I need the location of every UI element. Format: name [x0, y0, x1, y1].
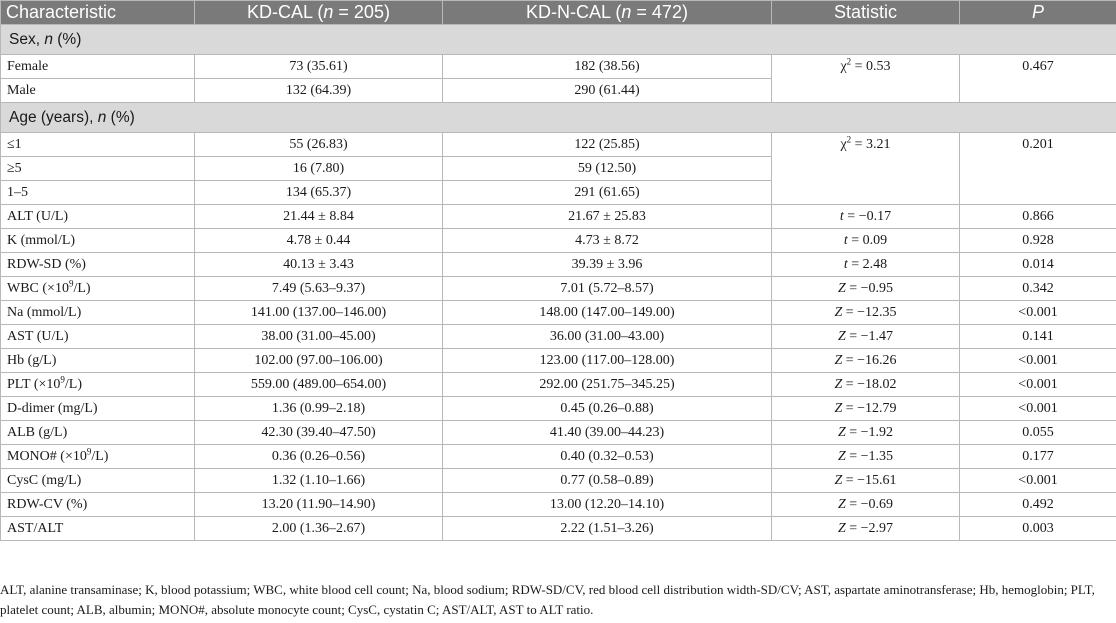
row-label: 1–5: [1, 181, 195, 205]
group1-value: 141.00 (137.00–146.00): [195, 301, 443, 325]
group1-value: 40.13 ± 3.43: [195, 253, 443, 277]
group2-value: 292.00 (251.75–345.25): [443, 373, 772, 397]
group2-value: 123.00 (117.00–128.00): [443, 349, 772, 373]
group2-value: 7.01 (5.72–8.57): [443, 277, 772, 301]
header-p-value: P: [960, 1, 1116, 25]
group2-value: 4.73 ± 8.72: [443, 229, 772, 253]
p-value: 0.014: [960, 253, 1116, 277]
group2-value: 41.40 (39.00–44.23): [443, 421, 772, 445]
group1-value: 73 (35.61): [195, 55, 443, 79]
statistic-value: Z = −1.92: [772, 421, 960, 445]
row-label: MONO# $(\times 10^9/L)$: [1, 445, 195, 469]
section-title-sex: Sex, n (%): [1, 25, 1116, 55]
group1-value: 132 (64.39): [195, 79, 443, 103]
statistic-value: $\chi^2 = 0.53$: [772, 55, 960, 103]
section-sex: [1, 25, 1116, 55]
row-label: PLT $(\times 10^9/L)$: [1, 373, 195, 397]
row-label: AST/ALT: [1, 517, 195, 541]
statistic-value: Z = −16.26: [772, 349, 960, 373]
p-value: <0.001: [960, 301, 1116, 325]
row-label: Hb (g/L): [1, 349, 195, 373]
p-value: <0.001: [960, 397, 1116, 421]
group2-value: 0.77 (0.58–0.89): [443, 469, 772, 493]
group1-value: 7.49 (5.63–9.37): [195, 277, 443, 301]
row-label: WBC $(\times 10^9/L)$: [1, 277, 195, 301]
statistic-value: Z = −2.97: [772, 517, 960, 541]
section-title-age: Age (years), n (%): [1, 103, 1116, 133]
table-row: [1, 517, 1116, 541]
statistic-value: Z = −1.47: [772, 325, 960, 349]
group2-value: 0.40 (0.32–0.53): [443, 445, 772, 469]
group1-value: 38.00 (31.00–45.00): [195, 325, 443, 349]
row-label: ALB (g/L): [1, 421, 195, 445]
header-statistic: Statistic: [772, 1, 960, 25]
table-row: [1, 277, 1116, 301]
statistic-value: t = 2.48: [772, 253, 960, 277]
group1-value: 102.00 (97.00–106.00): [195, 349, 443, 373]
group2-value: 0.45 (0.26–0.88): [443, 397, 772, 421]
p-value: 0.928: [960, 229, 1116, 253]
table-row: [1, 469, 1116, 493]
section-age: [1, 103, 1116, 133]
p-value: 0.055: [960, 421, 1116, 445]
statistic-value: Z = −18.02: [772, 373, 960, 397]
group1-value: 21.44 ± 8.84: [195, 205, 443, 229]
group2-value: 2.22 (1.51–3.26): [443, 517, 772, 541]
statistic-value: Z = −12.35: [772, 301, 960, 325]
row-label: ALT (U/L): [1, 205, 195, 229]
group1-value: 42.30 (39.40–47.50): [195, 421, 443, 445]
row-label: ≤1: [1, 133, 195, 157]
header-row: [1, 1, 1116, 25]
group1-value: 134 (65.37): [195, 181, 443, 205]
statistic-value: Z = −12.79: [772, 397, 960, 421]
group1-value: 1.36 (0.99–2.18): [195, 397, 443, 421]
p-value: 0.141: [960, 325, 1116, 349]
p-value: 0.467: [960, 55, 1116, 103]
statistic-value: Z = −1.35: [772, 445, 960, 469]
table-row: [1, 325, 1116, 349]
table-row: [1, 373, 1116, 397]
group2-value: 122 (25.85): [443, 133, 772, 157]
group2-value: 148.00 (147.00–149.00): [443, 301, 772, 325]
p-value: <0.001: [960, 373, 1116, 397]
table-row: [1, 229, 1116, 253]
group1-value: 55 (26.83): [195, 133, 443, 157]
p-value: 0.003: [960, 517, 1116, 541]
table-row: [1, 349, 1116, 373]
group2-value: 13.00 (12.20–14.10): [443, 493, 772, 517]
group2-value: 36.00 (31.00–43.00): [443, 325, 772, 349]
group1-value: 1.32 (1.10–1.66): [195, 469, 443, 493]
group2-value: 39.39 ± 3.96: [443, 253, 772, 277]
row-label: Female: [1, 55, 195, 79]
table-row: [1, 421, 1116, 445]
group2-value: 182 (38.56): [443, 55, 772, 79]
group2-value: 291 (61.65): [443, 181, 772, 205]
p-value: 0.201: [960, 133, 1116, 205]
p-value: 0.866: [960, 205, 1116, 229]
p-value: 0.342: [960, 277, 1116, 301]
row-label: RDW-CV (%): [1, 493, 195, 517]
statistic-value: Z = −15.61: [772, 469, 960, 493]
statistic-value: Z = −0.69: [772, 493, 960, 517]
row-label: D-dimer (mg/L): [1, 397, 195, 421]
table-footnote: ALT, alanine transaminase; K, blood potassium; WBC, white blood cell count; Na, blood sodium; RDW-SD/CV, red blood cell distribution width-SD/CV; AST, aspartate aminotransferase; Hb, hemoglobin; PLT, platelet count; ALB, albumin; MONO#, absolute monocyte count; CysC, cystatin C; AST/ALT, AST to ALT ratio.: [0, 582, 1095, 617]
p-value: 0.492: [960, 493, 1116, 517]
row-label: CysC (mg/L): [1, 469, 195, 493]
row-label: Male: [1, 79, 195, 103]
statistic-value: Z = −0.95: [772, 277, 960, 301]
statistic-value: t = 0.09: [772, 229, 960, 253]
p-value: 0.177: [960, 445, 1116, 469]
row-label: ≥5: [1, 157, 195, 181]
p-value: <0.001: [960, 349, 1116, 373]
p-value: <0.001: [960, 469, 1116, 493]
group1-value: 16 (7.80): [195, 157, 443, 181]
table-row: [1, 493, 1116, 517]
group1-value: 0.36 (0.26–0.56): [195, 445, 443, 469]
row-label: K (mmol/L): [1, 229, 195, 253]
row-label: AST (U/L): [1, 325, 195, 349]
table-row: [1, 445, 1116, 469]
header-group1: KD-CAL (n = 205): [195, 1, 443, 25]
row-label: Na (mmol/L): [1, 301, 195, 325]
statistic-value: $\chi^2 = 3.21$: [772, 133, 960, 205]
header-characteristic: Characteristic: [1, 1, 195, 25]
group1-value: 559.00 (489.00–654.00): [195, 373, 443, 397]
statistic-value: t = −0.17: [772, 205, 960, 229]
header-group2: KD-N-CAL (n = 472): [443, 1, 772, 25]
table-row: [1, 55, 1116, 79]
group2-value: 290 (61.44): [443, 79, 772, 103]
table-row: [1, 133, 1116, 157]
group2-value: 59 (12.50): [443, 157, 772, 181]
row-label: RDW-SD (%): [1, 253, 195, 277]
group1-value: 2.00 (1.36–2.67): [195, 517, 443, 541]
group2-value: 21.67 ± 25.83: [443, 205, 772, 229]
table-row: [1, 253, 1116, 277]
group1-value: 4.78 ± 0.44: [195, 229, 443, 253]
group1-value: 13.20 (11.90–14.90): [195, 493, 443, 517]
table-row: [1, 205, 1116, 229]
table-row: [1, 397, 1116, 421]
table-row: [1, 301, 1116, 325]
